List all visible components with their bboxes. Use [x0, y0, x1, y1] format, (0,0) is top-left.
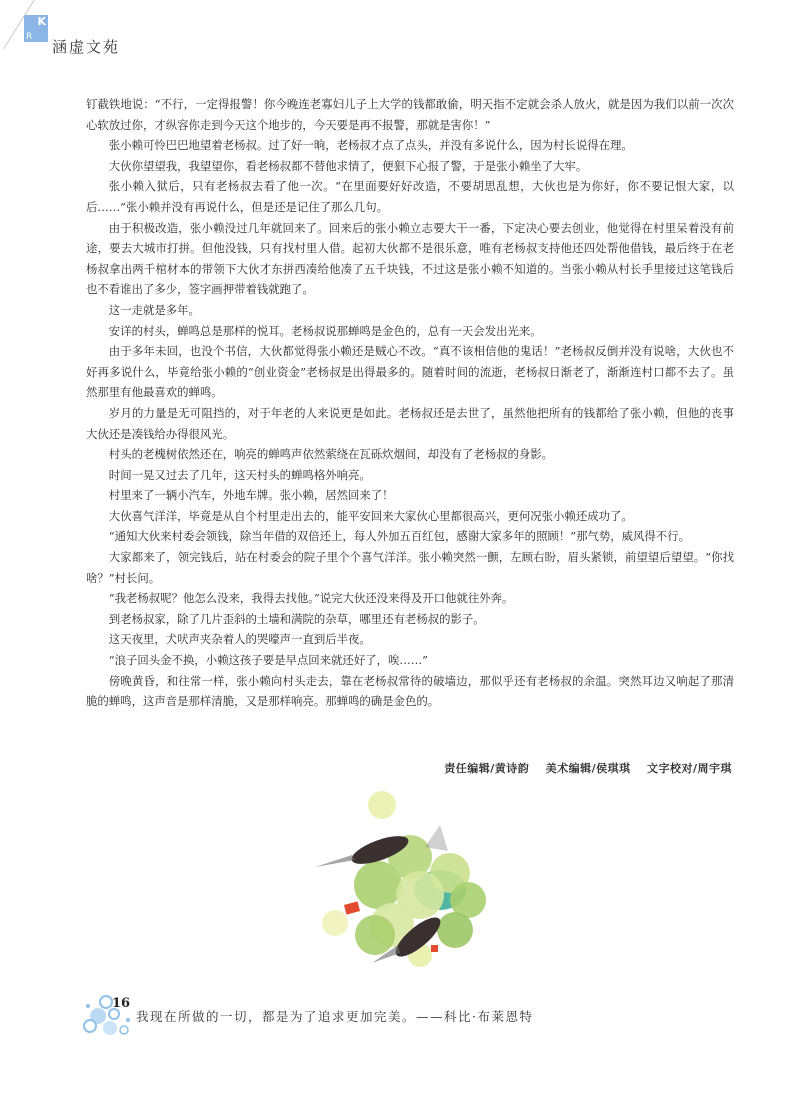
paragraph: 到老杨叔家，除了几片歪斜的土墙和满院的杂草，哪里还有老杨叔的影子。 [108, 611, 485, 626]
cicada-illustration [300, 785, 500, 975]
credit-editor: 责任编辑/黄诗韵 [444, 762, 530, 775]
paragraph: 张小赖入狱后，只有老杨叔去看了他一次。“在里面要好好改造，不要胡思乱想，大伙也是为你好，你不要记恨大家，以后……”张小赖并没有再说什么，但是还是记住了那么几句。 [86, 179, 734, 214]
paragraph: 大伙喜气洋洋，毕竟是从自个村里走出去的，能平安回来大家伙心里都很高兴，更何况张小赖还成功了。 [108, 508, 633, 523]
paragraph: 村里来了一辆小汽车，外地车牌。张小赖，居然回来了！ [108, 488, 394, 503]
column-title: 涵虚文苑 [52, 38, 121, 56]
paragraph: 时间一晃又过去了几年，这天村头的蝉鸣格外响亮。 [108, 467, 371, 482]
magazine-logo [24, 15, 48, 42]
paragraph: “浪子回头金不换，小赖这孩子要是早点回来就还好了，唉……” [108, 653, 428, 668]
page-footer [80, 992, 780, 1042]
paragraph: 由于多年未回，也没个书信，大伙都觉得张小赖还是贼心不改。“真不该相信他的鬼话！”老杨叔反倒并没有说啥，大伙也不好再多说什么，毕竟给张小赖的“创业资金”老杨叔是出得最多的。随着时间的流逝，老杨叔日渐老了，渐渐连村口都不去了。虽然那里有他最喜欢的蝉鸣。 [86, 344, 734, 400]
paragraph: 这天夜里，犬吠声夹杂着人的哭嚎声一直到后半夜。 [108, 632, 371, 647]
paragraph: 钉截铁地说：“不行，一定得报警！你今晚连老寡妇儿子上大学的钱都敢偷，明天指不定就会杀人放火，就是因为我们以前一次次心软放过你，才纵容你走到今天这个地步的，今天要是再不报警，那就是害你！” [86, 97, 734, 132]
paragraph: 这一走就是多年。 [108, 302, 200, 317]
paragraph: 由于积极改造，张小赖没过几年就回来了。回来后的张小赖立志要大干一番，下定决心要去创业，他觉得在村里呆着没有前途，要去大城市打拼。但他没钱，只有找村里人借。起初大伙都不是很乐意，唯有老杨叔支持他还四处帮他借钱，最后终于在老杨叔拿出两千棺材本的带领下大伙才东拼西凑给他凑了五千块钱，不过这是张小赖不知道的。当张小赖从村长手里接过这笔钱后也不看谁出了多少，签字画押带着钱就跑了。 [86, 220, 734, 297]
paragraph: 安详的村头，蝉鸣总是那样的悦耳。老杨叔说那蝉鸣是金色的，总有一天会发出光来。 [108, 323, 542, 338]
credit-art-editor: 美术编辑/侯琪琪 [545, 762, 631, 775]
paragraph: “我老杨叔呢？他怎么没来，我得去找他。”说完大伙还没来得及开口他就往外奔。 [108, 591, 514, 606]
paragraph: 村头的老槐树依然还在，响亮的蝉鸣声依然萦绕在瓦砾炊烟间，却没有了老杨叔的身影。 [108, 447, 554, 462]
paragraph: “通知大伙来村委会领钱，除当年借的双倍还上，每人外加五百红包，感谢大家多年的照顾！”那气势，威风得不行。 [108, 529, 690, 544]
article-body [86, 94, 734, 712]
paragraph: 岁月的力量是无可阻挡的，对于年老的人来说更是如此。老杨叔还是去世了，虽然他把所有的钱都给了张小赖，但他的丧事大伙还是凑钱给办得很风光。 [86, 405, 734, 441]
paragraph: 张小赖可怜巴巴地望着老杨叔。过了好一晌，老杨叔才点了点头，并没有多说什么，因为村长说得在理。 [108, 138, 633, 153]
paragraph: 傍晚黄昏，和往常一样，张小赖向村头走去，靠在老杨叔常待的破墙边，那似乎还有老杨叔的余温。突然耳边又响起了那清脆的蝉鸣，这声音是那样清脆，又是那样响亮。那蝉鸣的确是金色的。 [86, 673, 734, 709]
page-number: 16 [112, 996, 131, 1011]
logo-letter-r: R [26, 32, 33, 42]
page-header [0, 0, 804, 70]
logo-letter-k: K [37, 15, 46, 28]
paragraph: 大家都来了，领完钱后，站在村委会的院子里个个喜气洋洋。张小赖突然一颤，左顾右盼，眉头紧锁，前望望后望望。“你找啥？”村长问。 [86, 550, 734, 585]
bubble-decoration-icon [80, 992, 140, 1038]
footer-quote: 我现在所做的一切，都是为了追求更加完美。——科比·布莱恩特 [136, 1009, 534, 1024]
editorial-credits [432, 760, 732, 776]
credit-proofreader: 文字校对/周宇琪 [646, 762, 732, 775]
paragraph: 大伙你望望我，我望望你，看老杨叔都不替他求情了，便狠下心报了警，于是张小赖坐了大牢。 [108, 158, 588, 173]
